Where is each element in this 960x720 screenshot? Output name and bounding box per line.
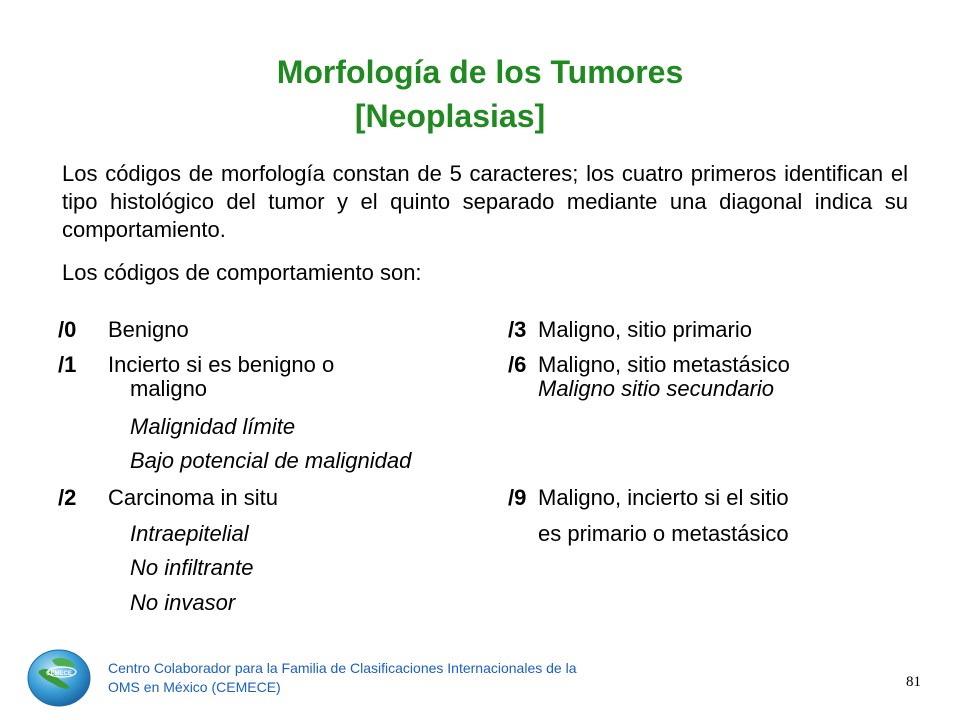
code-description: Maligno, sitio metastásico xyxy=(538,352,790,377)
code-description: Carcinoma in situ xyxy=(108,485,278,510)
code-label: /2 xyxy=(58,485,77,510)
code-subtype: Malignidad límite xyxy=(130,414,296,439)
slide-title-line1: Morfología de los Tumores xyxy=(276,54,684,90)
page-number: 81 xyxy=(906,674,921,690)
code-label: /3 xyxy=(508,317,527,342)
code-subtype: No infiltrante xyxy=(130,555,254,580)
code-subtype: Intraepitelial xyxy=(130,521,249,546)
right-code-column xyxy=(508,317,928,557)
code-label: /9 xyxy=(508,485,527,510)
code-subtype: Maligno sitio secundario xyxy=(538,376,775,401)
code-label: /1 xyxy=(58,352,77,377)
footer-line1: Centro Colaborador para la Familia de Clasificaciones Internacionales de la xyxy=(108,660,577,676)
code-description: Maligno, incierto si el sitio xyxy=(538,485,789,510)
code-description-cont: maligno xyxy=(130,376,208,401)
code-description: Incierto si es benigno o xyxy=(108,352,335,377)
footer-line2: OMS en México (CEMECE) xyxy=(108,679,281,695)
codes-intro-text: Los códigos de comportamiento son: xyxy=(62,260,422,285)
left-code-column xyxy=(58,317,498,627)
cemece-globe-logo-icon xyxy=(26,648,92,713)
code-subtype: No invasor xyxy=(130,590,236,615)
code-subtype: Bajo potencial de malignidad xyxy=(130,448,412,473)
code-label: /0 xyxy=(58,317,77,342)
code-label: /6 xyxy=(508,352,527,377)
footer-text xyxy=(108,659,576,697)
code-description-cont: es primario o metastásico xyxy=(538,521,789,546)
intro-paragraph: Los códigos de morfología constan de 5 caracteres; los cuatro primeros identifican el tipo histológico del tumor y el quinto separado mediante una diagonal indica su comportamiento. xyxy=(62,161,908,242)
code-description: Benigno xyxy=(108,317,189,342)
svg-text:CEMECE: CEMECE xyxy=(46,671,72,677)
code-description: Maligno, sitio primario xyxy=(538,317,752,342)
slide-title-line2: [Neoplasias] xyxy=(354,98,546,134)
